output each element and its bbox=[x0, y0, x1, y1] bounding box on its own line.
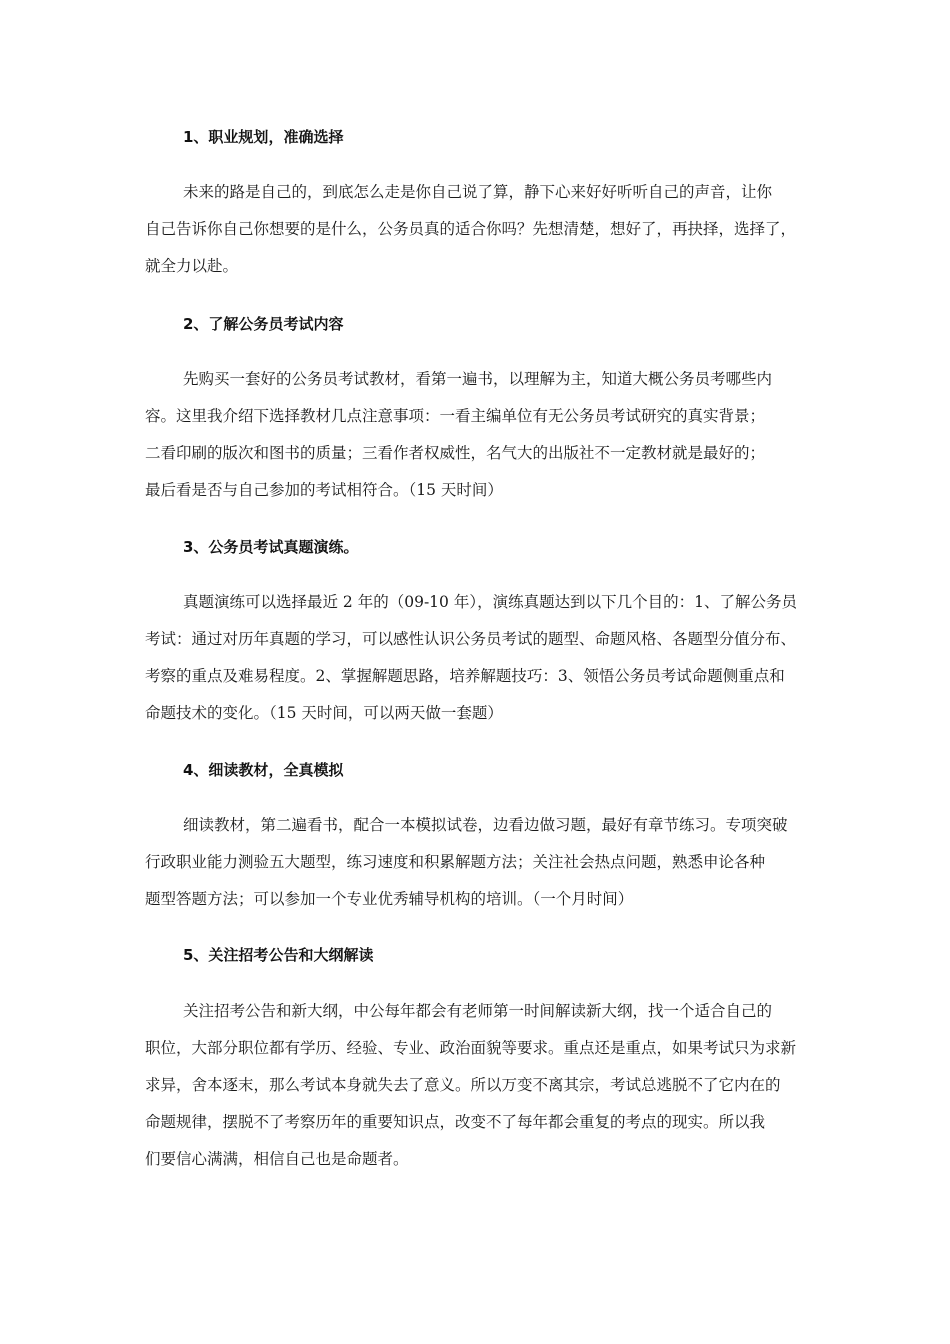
section-5-paragraph bbox=[145, 993, 815, 1178]
paragraph-line: 们要信心满满，相信自己也是命题者。 bbox=[145, 1150, 409, 1168]
paragraph-line: 求异，舍本逐末，那么考试本身就失去了意义。所以万变不离其宗，考试总逃脱不了它内在的 bbox=[145, 1076, 781, 1094]
paragraph-line: 自己告诉你自己你想要的是什么，公务员真的适合你吗？先想清楚，想好了，再抉择，选择了， bbox=[145, 220, 797, 238]
paragraph-line: 考察的重点及难易程度。2、掌握解题思路，培养解题技巧：3、领悟公务员考试命题侧重点和 bbox=[145, 667, 785, 685]
paragraph-line: 职位，大部分职位都有学历、经验、专业、政治面貌等要求。重点还是重点，如果考试只为求新 bbox=[145, 1039, 797, 1057]
paragraph-line: 题型答题方法；可以参加一个专业优秀辅导机构的培训。（一个月时间） bbox=[145, 890, 634, 908]
section-5-heading: 5、关注招考公告和大纲解读 bbox=[183, 946, 374, 964]
section-4-heading: 4、细读教材，全真模拟 bbox=[183, 761, 344, 779]
paragraph-line: 考试：通过对历年真题的学习，可以感性认识公务员考试的题型、命题风格、各题型分值分布、 bbox=[145, 630, 797, 648]
paragraph-line: 真题演练可以选择最近 2 年的（09-10 年），演练真题达到以下几个目的：1、了解公务员 bbox=[183, 593, 797, 611]
section-3-paragraph bbox=[145, 584, 815, 732]
paragraph-line: 命题技术的变化。（15 天时间，可以两天做一套题） bbox=[145, 704, 503, 722]
paragraph-line: 未来的路是自己的，到底怎么走是你自己说了算，静下心来好好听听自己的声音，让你 bbox=[183, 183, 773, 201]
paragraph-line: 细读教材，第二遍看书，配合一本模拟试卷，边看边做习题，最好有章节练习。专项突破 bbox=[183, 816, 788, 834]
section-2-heading: 2、了解公务员考试内容 bbox=[183, 315, 344, 333]
section-3-heading: 3、公务员考试真题演练。 bbox=[183, 538, 359, 556]
section-4-paragraph bbox=[145, 807, 815, 918]
section-1-heading: 1、职业规划，准确选择 bbox=[183, 128, 344, 146]
paragraph-line: 二看印刷的版次和图书的质量；三看作者权威性，名气大的出版社不一定教材就是最好的； bbox=[145, 444, 766, 462]
section-1-paragraph bbox=[145, 174, 815, 285]
paragraph-line: 命题规律，摆脱不了考察历年的重要知识点，改变不了每年都会重复的考点的现实。所以我 bbox=[145, 1113, 766, 1131]
paragraph-line: 最后看是否与自己参加的考试相符合。（15 天时间） bbox=[145, 481, 503, 499]
paragraph-line: 就全力以赴。 bbox=[145, 257, 239, 275]
paragraph-line: 先购买一套好的公务员考试教材，看第一遍书，以理解为主，知道大概公务员考哪些内 bbox=[183, 370, 773, 388]
paragraph-line: 关注招考公告和新大纲，中公每年都会有老师第一时间解读新大纲，找一个适合自己的 bbox=[183, 1002, 773, 1020]
section-2-paragraph bbox=[145, 361, 815, 509]
paragraph-line: 容。这里我介绍下选择教材几点注意事项：一看主编单位有无公务员考试研究的真实背景； bbox=[145, 407, 766, 425]
paragraph-line: 行政职业能力测验五大题型，练习速度和积累解题方法；关注社会热点问题，熟悉申论各种 bbox=[145, 853, 766, 871]
